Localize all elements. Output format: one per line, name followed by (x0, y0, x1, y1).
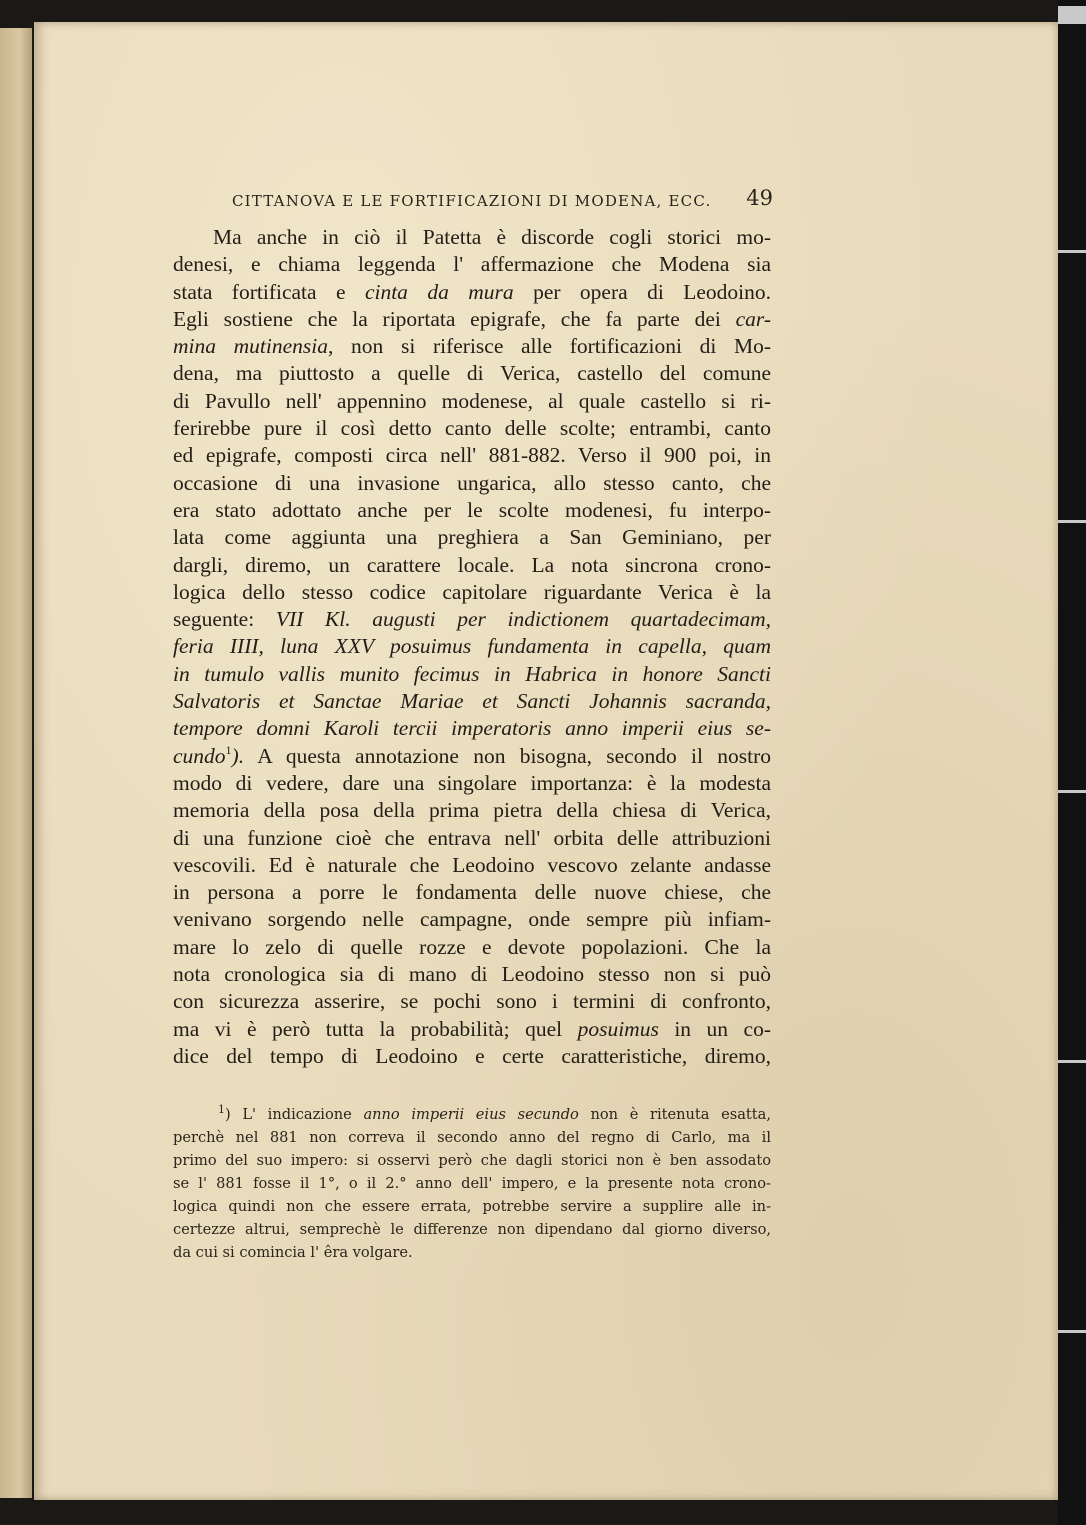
text-line (173, 279, 771, 306)
text-line: di una funzione cioè che entrava nell' orbita delle attribuzioni (173, 825, 771, 850)
italic-run: anno imperii eius secundo (363, 1106, 579, 1123)
footnote-line: perchè nel 881 non correva il secondo anno del regno di Carlo, ma il (173, 1129, 771, 1146)
text-run: ma vi è però tutta la probabilità; quel (173, 1016, 578, 1041)
text-line: feria IIII, luna XXV posuimus fundamenta in capella, quam (173, 634, 771, 659)
text-line: dice del tempo di Leodoino e certe caratteristiche, diremo, (173, 1043, 771, 1068)
text-line: occasione di una invasione ungarica, allo stesso canto, che (173, 470, 771, 495)
text-run: non è ritenuta esatta, (578, 1106, 771, 1123)
running-head (232, 186, 773, 216)
footnote-line: logica quindi non che essere errata, potrebbe servire a supplire alle in- (173, 1198, 771, 1215)
text-line: venivano sorgendo nelle campagne, onde sempre più infiam- (173, 907, 771, 932)
text-line: nota cronologica sia di mano di Leodoino stesso non si può (173, 962, 771, 987)
text-line: dena, ma piuttosto a quelle di Verica, castello del comune (173, 361, 771, 386)
text-run: Egli sostiene che la riportata epigrafe, che fa parte dei (173, 306, 736, 331)
text-line: denesi, e chiama leggenda l' affermazione che Modena sia (173, 252, 771, 277)
text-line (173, 743, 771, 770)
italic-run: VII Kl. augusti per indictionem quartadecimam, (275, 607, 771, 632)
footnote-reference: 1 (225, 742, 232, 757)
main-text (173, 224, 771, 1070)
text-line (173, 306, 771, 333)
footnote-line (173, 1103, 771, 1126)
text-line (173, 606, 771, 633)
page-number: 49 (746, 186, 773, 210)
footnote-mark: 1 (218, 1103, 225, 1116)
text-line: tempore domni Karoli tercii imperatoris anno imperii eius se- (173, 716, 771, 741)
text-line: con sicurezza asserire, se pochi sono i termini di confronto, (173, 989, 771, 1014)
italic-run: car- (735, 306, 771, 331)
text-run: stata fortificata e (173, 279, 365, 304)
text-line: ed epigrafe, composti circa nell' 881-882. Verso il 900 poi, in (173, 443, 771, 468)
text-line: in persona a porre le fondamenta delle nuove chiese, che (173, 880, 771, 905)
text-line: vescovili. Ed è naturale che Leodoino vescovo zelante andasse (173, 852, 771, 877)
text-run: A questa annotazione non bisogna, secondo il nostro (244, 743, 771, 768)
text-line: dargli, diremo, un carattere locale. La nota sincrona crono- (173, 552, 771, 577)
scan-edge-strip (1058, 0, 1086, 1525)
text-line: lata come aggiunta una preghiera a San Geminiano, per (173, 525, 771, 550)
text-line: era stato adottato anche per le scolte modenesi, fu interpo- (173, 497, 771, 522)
text-run: seguente: (173, 607, 276, 632)
text-line: memoria della posa della prima pietra della chiesa di Verica, (173, 798, 771, 823)
text-line (173, 1016, 771, 1043)
italic-run: cinta da mura (364, 279, 514, 304)
text-run: non si riferisce alle fortificazioni di Mo- (333, 334, 771, 359)
footnote-line: da cui si comincia l' êra volgare. (173, 1244, 413, 1261)
text-line: mare lo zelo di quelle rozze e devote popolazioni. Che la (173, 934, 771, 959)
running-title: CITTANOVA E LE FORTIFICAZIONI DI MODENA, ECC. (232, 192, 712, 210)
facing-page-edge (0, 28, 32, 1498)
text-line: Salvatoris et Sanctae Mariae et Sancti Johannis sacranda, (173, 689, 771, 714)
text-run: per opera di Leodoino. (513, 279, 771, 304)
footnote-line: se l' 881 fosse il 1°, o il 2.° anno dell' impero, e la presente nota crono- (173, 1175, 771, 1192)
text-line: logica dello stesso codice capitolare riguardante Verica è la (173, 579, 771, 604)
text-line: Ma anche in ciò il Patetta è discorde cogli storici mo- (213, 225, 771, 249)
text-line: modo di vedere, dare una singolare importanza: è la modesta (173, 770, 771, 795)
footnote (173, 1103, 771, 1264)
text-line (173, 333, 771, 360)
text-line: di Pavullo nell' appennino modenese, al quale castello si ri- (173, 388, 771, 413)
italic-run: ). (231, 743, 245, 768)
italic-run: mina mutinensia, (173, 334, 334, 359)
text-line: ferirebbe pure il così detto canto delle scolte; entrambi, canto (173, 416, 771, 441)
italic-run: posuimus (577, 1016, 659, 1041)
footnote-line: primo del suo impero: si osservi però che dagli storici non è ben assodato (173, 1152, 771, 1169)
text-line: in tumulo vallis munito fecimus in Habrica in honore Sancti (173, 661, 771, 686)
italic-run: cundo (173, 743, 226, 768)
text-run: in un co- (658, 1016, 771, 1041)
footnote-line: certezze altrui, semprechè le differenze non dipendano dal giorno diverso, (173, 1221, 771, 1238)
text-run: ) L' indicazione (225, 1106, 364, 1123)
